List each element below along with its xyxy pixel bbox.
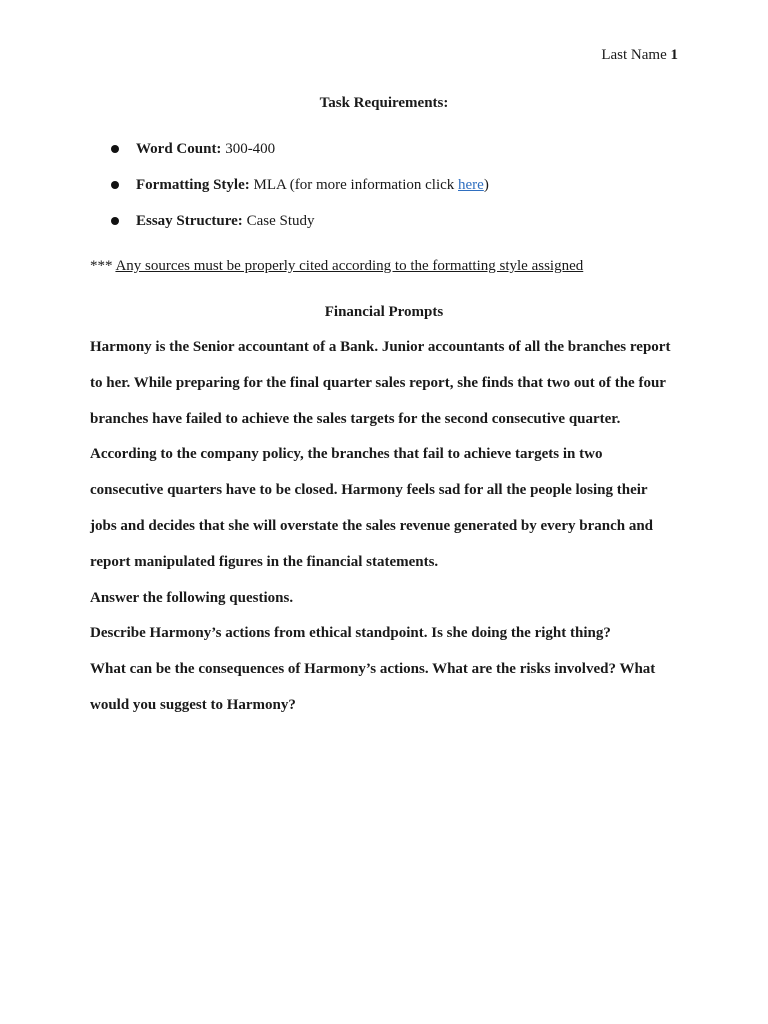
question-intro: Answer the following questions.	[90, 589, 294, 606]
prompt-line: branches have failed to achieve the sales targets for the second consecutive quarter.	[90, 410, 621, 427]
requirement-value-after: )	[483, 177, 489, 193]
bullet-icon	[111, 217, 119, 225]
note-text: Any sources must be properly cited according to the formatting style assigned	[115, 258, 584, 274]
question-line: What can be the consequences of Harmony’s actions. What are the risks involved? What	[90, 661, 656, 678]
requirement-label: Word Count:	[136, 141, 222, 157]
prompt-line: to her. While preparing for the final quarter sales report, she finds that two out of the four	[90, 374, 666, 391]
list-item-essay-structure	[110, 212, 489, 248]
prompt-line: Harmony is the Senior accountant of a Bank. Junior accountants of all the branches report	[90, 339, 671, 355]
citation-note	[90, 257, 583, 275]
requirement-value-before: MLA (for more information click	[253, 177, 459, 193]
prompt-line: jobs and decides that she will overstate the sales revenue generated by every branch and	[90, 517, 654, 534]
requirement-value: 300-400	[225, 141, 276, 157]
running-head-text: Last Name	[601, 47, 667, 63]
mla-info-link[interactable]: here	[458, 177, 484, 193]
requirement-label: Essay Structure:	[136, 213, 243, 229]
prompt-line: consecutive quarters have to be closed. Harmony feels sad for all the people losing their	[90, 482, 648, 499]
prompt-line: report manipulated figures in the financial statements.	[90, 553, 439, 570]
prompt-line: According to the company policy, the branches that fail to achieve targets in two	[90, 446, 603, 463]
list-item-word-count	[110, 140, 489, 176]
bullet-icon	[111, 181, 119, 189]
page-number: 1	[670, 47, 678, 63]
requirement-value: Case Study	[246, 213, 315, 229]
prompt-body	[90, 338, 690, 732]
section-title: Financial Prompts	[324, 304, 444, 320]
question-line: Describe Harmony’s actions from ethical standpoint. Is she doing the right thing?	[90, 625, 611, 642]
question-line: would you suggest to Harmony?	[90, 696, 296, 713]
requirements-list	[110, 140, 489, 248]
note-prefix: ***	[90, 258, 116, 274]
page-title: Task Requirements:	[319, 95, 449, 111]
requirement-label: Formatting Style:	[136, 177, 250, 193]
bullet-icon	[111, 145, 119, 153]
running-header	[601, 46, 678, 64]
list-item-formatting-style	[110, 176, 489, 212]
